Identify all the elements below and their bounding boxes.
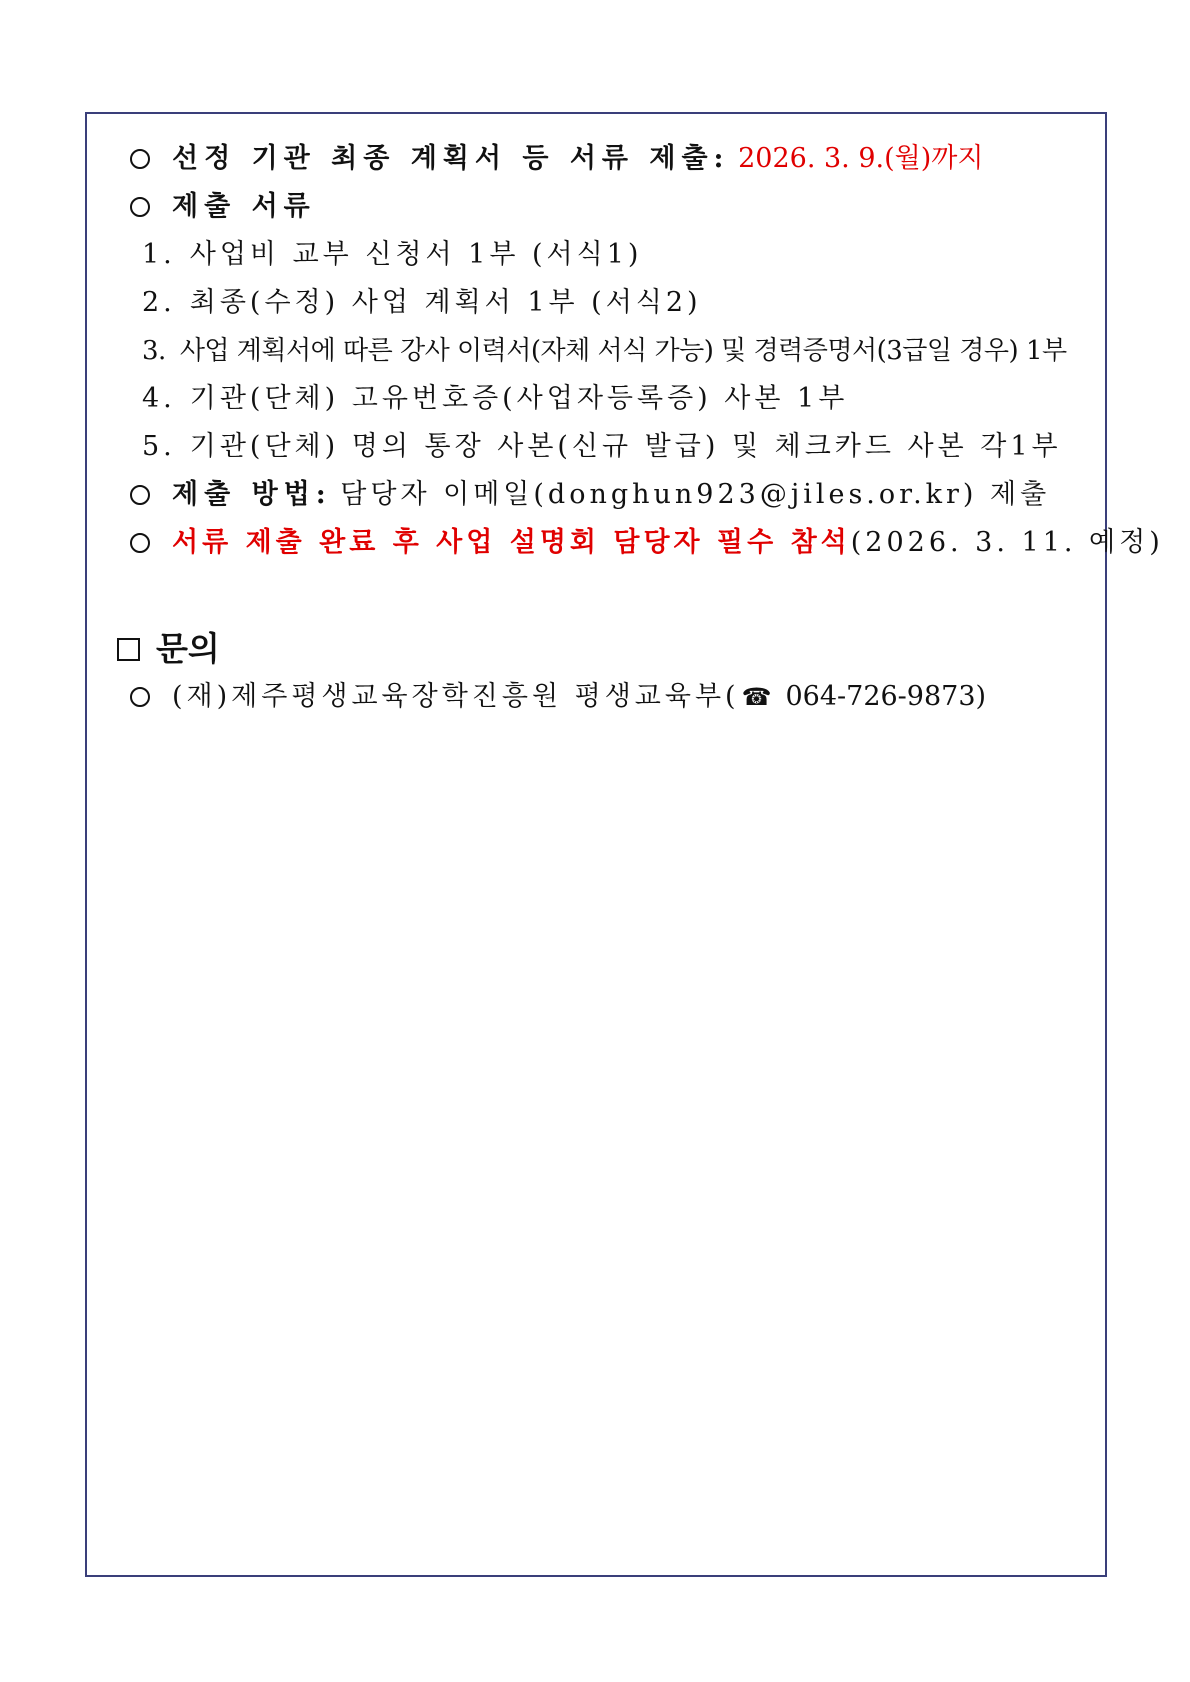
contact-phone: 064-726-9873): [785, 681, 987, 712]
document-number: 1.: [142, 239, 176, 270]
item-required-documents: [130, 190, 316, 224]
document-number: 4.: [142, 383, 176, 414]
document-text: 사업비 교부 신청서 1부 (서식1): [189, 239, 643, 270]
contact-heading: [117, 629, 220, 669]
item-submission-method: [130, 478, 1050, 512]
circle-bullet-icon: [130, 197, 150, 217]
phone-icon: ☎: [741, 683, 772, 711]
circle-bullet-icon: [130, 149, 150, 169]
document-item: [142, 334, 1067, 368]
notice-date: (2026. 3. 11. 예정): [850, 527, 1164, 558]
document-item: [142, 382, 848, 416]
notice-highlight: 서류 제출 완료 후 사업 설명회 담당자 필수 참석: [172, 527, 851, 558]
deadline-label: 선정 기관 최종 계획서 등 서류 제출:: [172, 143, 730, 174]
deadline-date: 2026. 3. 9.(월)까지: [738, 143, 984, 174]
item-briefing-notice: [130, 526, 1164, 560]
document-item: [142, 286, 702, 320]
circle-bullet-icon: [130, 533, 150, 553]
method-value: 담당자 이메일(donghun923@jiles.or.kr) 제출: [340, 479, 1051, 510]
document-text: 기관(단체) 명의 통장 사본(신규 발급) 및 체크카드 사본 각1부: [189, 431, 1062, 462]
document-text: 최종(수정) 사업 계획서 1부 (서식2): [189, 287, 702, 318]
square-bullet-icon: [117, 638, 140, 661]
circle-bullet-icon: [130, 687, 150, 707]
method-label: 제출 방법:: [172, 479, 332, 510]
document-number: 5.: [142, 431, 176, 462]
document-text: 사업 계획서에 따른 강사 이력서(자체 서식 가능) 및 경력증명서(3급일 경우) 1부: [179, 336, 1067, 366]
document-number: 3.: [142, 336, 166, 366]
document-text: 기관(단체) 고유번호증(사업자등록증) 사본 1부: [189, 383, 849, 414]
contact-org: (재)제주평생교육장학진흥원 평생교육부(: [172, 681, 740, 712]
contact-line: [130, 680, 986, 714]
item-submission-deadline: [130, 142, 983, 176]
required-documents-heading: 제출 서류: [172, 191, 316, 222]
document-frame: [85, 112, 1164, 1577]
circle-bullet-icon: [130, 485, 150, 505]
document-number: 2.: [142, 287, 176, 318]
contact-heading-text: 문의: [156, 629, 220, 668]
document-item: [142, 238, 642, 272]
document-item: [142, 430, 1062, 464]
